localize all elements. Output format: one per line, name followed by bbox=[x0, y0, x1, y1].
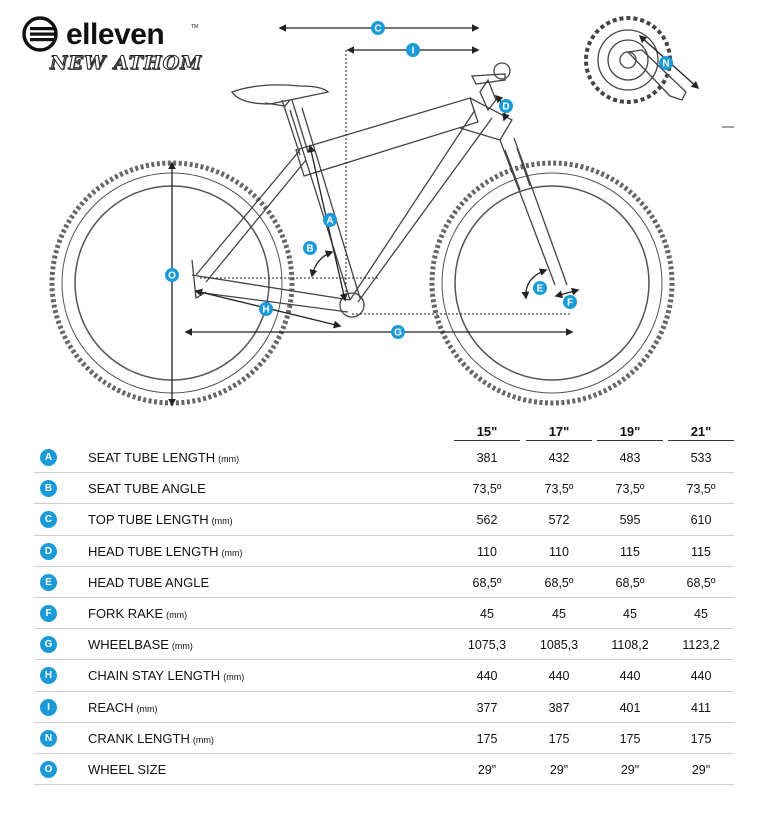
diagram-label-H bbox=[259, 302, 273, 316]
row-badge: F bbox=[40, 605, 57, 622]
row-badge: B bbox=[40, 480, 57, 497]
table-cell: 68,5º bbox=[472, 575, 502, 590]
table-cell: 175 bbox=[548, 731, 570, 746]
diagram-label-N bbox=[659, 56, 673, 70]
table-cell: 73,5º bbox=[472, 482, 502, 497]
table-cell: 115 bbox=[691, 544, 711, 559]
diagram-label-A bbox=[323, 213, 337, 227]
table-cell: 175 bbox=[619, 731, 641, 746]
table-cell: 45 bbox=[480, 606, 494, 621]
svg-text:O: O bbox=[168, 270, 176, 282]
svg-text:D: D bbox=[502, 101, 510, 113]
svg-text:I: I bbox=[411, 45, 415, 57]
parameter-label: SEAT TUBE LENGTH bbox=[88, 450, 216, 465]
table-cell: 411 bbox=[691, 700, 711, 715]
parameter-unit: (mm) bbox=[166, 609, 188, 620]
svg-text:E: E bbox=[536, 283, 544, 295]
diagram-label-I bbox=[406, 43, 420, 57]
table-cell: 29" bbox=[477, 762, 497, 777]
model-name: NEW ATHOM bbox=[50, 52, 203, 74]
table-body bbox=[34, 442, 734, 785]
table-cell: 377 bbox=[476, 700, 498, 715]
table-cell: 440 bbox=[548, 669, 570, 684]
table-cell: 175 bbox=[476, 731, 498, 746]
table-cell: 73,5º bbox=[686, 482, 716, 497]
svg-text:H: H bbox=[262, 304, 270, 316]
parameter-name bbox=[88, 544, 243, 559]
row-badge: A bbox=[40, 449, 57, 466]
parameter-unit: (mm) bbox=[223, 672, 245, 683]
dimension-F-arrow bbox=[556, 290, 578, 296]
table-row bbox=[34, 692, 734, 723]
parameter-name bbox=[88, 637, 193, 652]
parameter-label: CRANK LENGTH bbox=[88, 730, 190, 746]
diagram-label-O bbox=[165, 268, 179, 282]
table-cell: 1108,2 bbox=[611, 638, 649, 653]
svg-text:N: N bbox=[662, 58, 670, 70]
svg-text:A: A bbox=[326, 215, 334, 227]
brand-name: elleven bbox=[66, 18, 165, 51]
parameter-name bbox=[88, 481, 209, 496]
table-cell: 381 bbox=[476, 451, 498, 465]
parameter-name bbox=[88, 700, 158, 715]
size-header-15: 15" bbox=[454, 424, 520, 441]
row-badge: C bbox=[40, 511, 57, 528]
table-header bbox=[34, 424, 734, 442]
parameter-name bbox=[88, 512, 233, 527]
parameter-unit: (mm) bbox=[136, 703, 158, 714]
table-cell: 440 bbox=[619, 669, 641, 684]
table-cell: 29" bbox=[620, 762, 640, 777]
table-row bbox=[34, 598, 734, 629]
row-badge: E bbox=[40, 574, 57, 591]
diagram-label-D bbox=[499, 99, 513, 113]
diagram-label-E bbox=[533, 281, 547, 295]
table-cell: 73,5º bbox=[544, 482, 574, 497]
table-cell: 440 bbox=[476, 669, 498, 684]
diagram-label-F bbox=[563, 295, 577, 309]
table-row bbox=[34, 629, 734, 660]
table-row bbox=[34, 660, 734, 691]
table-cell: 595 bbox=[619, 513, 641, 528]
parameter-label: REACH bbox=[88, 699, 134, 715]
parameter-unit: (mm) bbox=[221, 547, 243, 558]
svg-text:F: F bbox=[566, 297, 574, 309]
parameter-unit: (mm) bbox=[171, 641, 193, 652]
svg-text:B: B bbox=[306, 243, 314, 255]
table-cell: 432 bbox=[548, 451, 570, 465]
diagram-label-C bbox=[371, 21, 385, 35]
parameter-label: WHEEL SIZE bbox=[88, 761, 167, 777]
table-cell: 387 bbox=[548, 700, 570, 715]
table-row bbox=[34, 567, 734, 598]
parameter-unit: (mm) bbox=[192, 734, 214, 745]
table-row bbox=[34, 536, 734, 567]
table-cell: 562 bbox=[476, 513, 498, 528]
row-badge: H bbox=[40, 667, 57, 684]
dimension-B-arrow bbox=[312, 252, 332, 276]
table-cell: 68,5º bbox=[544, 575, 574, 590]
row-badge: I bbox=[40, 699, 57, 716]
size-header-19: 19" bbox=[597, 424, 663, 441]
diagram-label-G bbox=[391, 325, 405, 339]
parameter-name bbox=[88, 606, 187, 621]
table-cell: 68,5º bbox=[686, 575, 716, 590]
table-cell: 45 bbox=[623, 606, 637, 621]
row-badge: G bbox=[40, 636, 57, 653]
table-cell: 1075,3 bbox=[467, 638, 507, 653]
table-cell: 483 bbox=[619, 451, 641, 465]
table-cell: 110 bbox=[549, 544, 569, 559]
table-cell: 68,5º bbox=[615, 575, 645, 590]
parameter-name bbox=[88, 575, 212, 590]
table-cell: 1085,3 bbox=[539, 638, 579, 653]
row-badge: N bbox=[40, 730, 57, 747]
table-row bbox=[34, 504, 734, 535]
parameter-name bbox=[88, 450, 239, 465]
table-cell: 401 bbox=[619, 700, 641, 715]
row-badge: D bbox=[40, 543, 57, 560]
parameter-unit: (mm) bbox=[211, 516, 233, 527]
table-cell: 175 bbox=[690, 731, 712, 746]
geometry-table bbox=[34, 424, 734, 785]
table-row bbox=[34, 723, 734, 754]
table-cell: 572 bbox=[548, 513, 570, 528]
table-cell: 29" bbox=[549, 762, 569, 777]
table-row bbox=[34, 442, 734, 473]
table-cell: 45 bbox=[552, 606, 566, 621]
parameter-label: FORK RAKE bbox=[88, 605, 164, 621]
table-cell: 73,5º bbox=[615, 482, 645, 497]
parameter-label: HEAD TUBE ANGLE bbox=[88, 574, 210, 590]
parameter-label: TOP TUBE LENGTH bbox=[88, 512, 209, 528]
svg-text:C: C bbox=[374, 23, 382, 35]
diagram-label-B bbox=[303, 241, 317, 255]
table-row bbox=[34, 473, 734, 504]
front-wheel bbox=[432, 163, 672, 403]
parameter-name bbox=[88, 762, 169, 777]
table-cell: 533 bbox=[690, 451, 712, 465]
parameter-label: HEAD TUBE LENGTH bbox=[88, 543, 219, 559]
table-row bbox=[34, 754, 734, 785]
table-cell: 110 bbox=[477, 544, 497, 559]
parameter-label: WHEELBASE bbox=[88, 637, 169, 653]
table-cell: 115 bbox=[620, 544, 640, 559]
size-header-17: 17" bbox=[526, 424, 592, 441]
size-header-21: 21" bbox=[668, 424, 734, 441]
table-cell: 1123,2 bbox=[682, 638, 720, 653]
brand-trademark: TM bbox=[191, 24, 199, 30]
svg-text:G: G bbox=[394, 327, 402, 339]
parameter-label: CHAIN STAY LENGTH bbox=[88, 668, 221, 684]
table-cell: 610 bbox=[690, 513, 712, 528]
table-cell: 29" bbox=[691, 762, 711, 777]
parameter-unit: (mm) bbox=[218, 454, 240, 464]
table-cell: 45 bbox=[694, 606, 708, 621]
parameter-name bbox=[88, 668, 244, 683]
table-cell: 440 bbox=[690, 669, 712, 684]
parameter-label: SEAT TUBE ANGLE bbox=[88, 481, 206, 497]
row-badge: O bbox=[40, 761, 57, 778]
parameter-name bbox=[88, 731, 214, 746]
